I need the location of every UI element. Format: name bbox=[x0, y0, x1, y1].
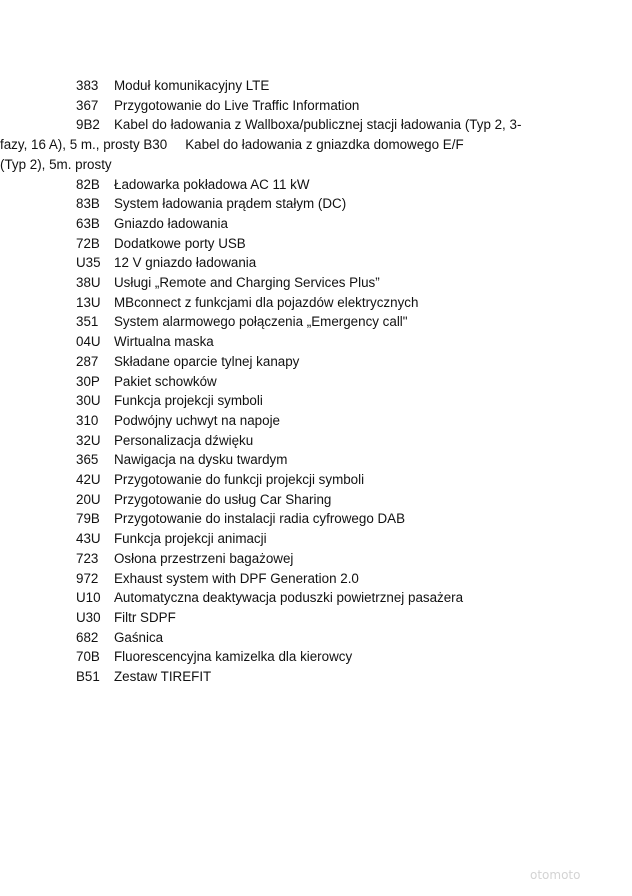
list-item bbox=[76, 411, 556, 431]
list-item bbox=[76, 470, 556, 490]
list-item bbox=[76, 372, 556, 392]
equipment-list bbox=[0, 76, 556, 687]
equipment-code: 30U bbox=[76, 393, 101, 409]
equipment-description: Osłona przestrzeni bagażowej bbox=[114, 550, 294, 566]
list-item bbox=[76, 96, 556, 116]
equipment-code: 38U bbox=[76, 275, 101, 291]
list-item bbox=[76, 588, 556, 608]
equipment-code: 287 bbox=[76, 353, 99, 369]
list-item bbox=[76, 293, 556, 313]
equipment-description: Dodatkowe porty USB bbox=[114, 235, 246, 251]
list-item bbox=[76, 509, 556, 529]
equipment-description: Przygotowanie do Live Traffic Information bbox=[114, 97, 360, 113]
equipment-code: 972 bbox=[76, 570, 99, 586]
list-item bbox=[76, 608, 556, 628]
equipment-description: Wirtualna maska bbox=[114, 334, 214, 350]
list-item bbox=[76, 175, 556, 195]
watermark-logo: otomoto bbox=[530, 868, 581, 882]
equipment-code: 70B bbox=[76, 649, 100, 665]
equipment-description: Funkcja projekcji symboli bbox=[114, 393, 263, 409]
equipment-description: Gaśnica bbox=[114, 629, 164, 645]
equipment-code: 30P bbox=[76, 373, 100, 389]
list-item bbox=[76, 529, 556, 549]
equipment-code: 20U bbox=[76, 491, 101, 507]
equipment-code: 310 bbox=[76, 412, 99, 428]
list-item bbox=[76, 628, 556, 648]
equipment-code: 04U bbox=[76, 334, 101, 350]
equipment-description: Automatyczna deaktywacja poduszki powietrznej pasażera bbox=[114, 590, 464, 606]
equipment-description: Exhaust system with DPF Generation 2.0 bbox=[114, 570, 359, 586]
equipment-code: U35 bbox=[76, 255, 101, 271]
list-item bbox=[76, 214, 556, 234]
equipment-code: 32U bbox=[76, 432, 101, 448]
equipment-code: 79B bbox=[76, 511, 100, 527]
list-item bbox=[76, 234, 556, 254]
equipment-description: Podwójny uchwyt na napoje bbox=[114, 412, 281, 428]
equipment-description: Funkcja projekcji animacji bbox=[114, 531, 267, 547]
equipment-description: Ładowarka pokładowa AC 11 kW bbox=[114, 176, 310, 192]
equipment-description: Fluorescencyjna kamizelka dla kierowcy bbox=[114, 649, 353, 665]
list-item bbox=[76, 273, 556, 293]
equipment-description: Moduł komunikacyjny LTE bbox=[114, 78, 270, 93]
equipment-description: System ładowania prądem stałym (DC) bbox=[114, 196, 347, 212]
description-line bbox=[0, 135, 556, 155]
equipment-description: Składane oparcie tylnej kanapy bbox=[114, 353, 300, 369]
equipment-description: Usługi „Remote and Charging Services Plus” bbox=[114, 275, 380, 291]
list-item bbox=[76, 490, 556, 510]
equipment-description: Pakiet schowków bbox=[114, 373, 217, 389]
equipment-description: 12 V gniazdo ładowania bbox=[114, 255, 257, 271]
equipment-code: 83B bbox=[76, 196, 100, 212]
equipment-code: U10 bbox=[76, 590, 101, 606]
equipment-description-line-2b: Kabel do ładowania z gniazdka domowego E/F bbox=[185, 137, 464, 153]
equipment-description: MBconnect z funkcjami dla pojazdów elektrycznych bbox=[114, 294, 419, 310]
equipment-description: Filtr SDPF bbox=[114, 609, 176, 625]
equipment-code: 43U bbox=[76, 531, 101, 547]
list-item bbox=[76, 391, 556, 411]
list-item bbox=[76, 194, 556, 214]
equipment-description: Nawigacja na dysku twardym bbox=[114, 452, 288, 468]
equipment-description: Personalizacja dźwięku bbox=[114, 432, 254, 448]
equipment-description: Przygotowanie do instalacji radia cyfrowego DAB bbox=[114, 511, 406, 527]
equipment-description: Zestaw TIREFIT bbox=[114, 669, 212, 685]
list-item bbox=[76, 569, 556, 589]
equipment-code: 72B bbox=[76, 235, 100, 251]
list-item bbox=[76, 76, 556, 96]
list-item bbox=[0, 115, 556, 174]
list-item bbox=[76, 450, 556, 470]
list-item bbox=[76, 431, 556, 451]
description-line bbox=[0, 155, 556, 175]
equipment-code: B51 bbox=[76, 669, 100, 685]
equipment-code: 63B bbox=[76, 215, 100, 231]
equipment-code: 351 bbox=[76, 314, 99, 330]
equipment-code: 365 bbox=[76, 452, 99, 468]
equipment-code: U30 bbox=[76, 609, 101, 625]
list-item bbox=[76, 312, 556, 332]
description-line bbox=[76, 115, 556, 135]
equipment-code: 13U bbox=[76, 294, 101, 310]
list-item bbox=[76, 667, 556, 687]
list-item bbox=[76, 352, 556, 372]
list-item bbox=[76, 647, 556, 667]
equipment-code: 82B bbox=[76, 176, 100, 192]
equipment-description-line-3: (Typ 2), 5m. prosty bbox=[0, 156, 112, 172]
equipment-code: 383 bbox=[76, 78, 99, 93]
equipment-description: Gniazdo ładowania bbox=[114, 215, 228, 231]
equipment-code: 367 bbox=[76, 97, 99, 113]
list-item bbox=[76, 549, 556, 569]
equipment-description-line-1: Kabel do ładowania z Wallboxa/publicznej stacji ładowania (Typ 2, 3- bbox=[114, 117, 522, 133]
list-item bbox=[76, 253, 556, 273]
equipment-code: 9B2 bbox=[76, 117, 100, 133]
equipment-description: System alarmowego połączenia „Emergency call" bbox=[114, 314, 408, 330]
list-item bbox=[76, 332, 556, 352]
equipment-code: 42U bbox=[76, 472, 101, 488]
equipment-code: 723 bbox=[76, 550, 99, 566]
equipment-description: Przygotowanie do usług Car Sharing bbox=[114, 491, 332, 507]
equipment-description-line-2a: fazy, 16 A), 5 m., prosty B30 bbox=[0, 137, 168, 153]
equipment-code: 682 bbox=[76, 629, 99, 645]
equipment-description: Przygotowanie do funkcji projekcji symboli bbox=[114, 472, 365, 488]
